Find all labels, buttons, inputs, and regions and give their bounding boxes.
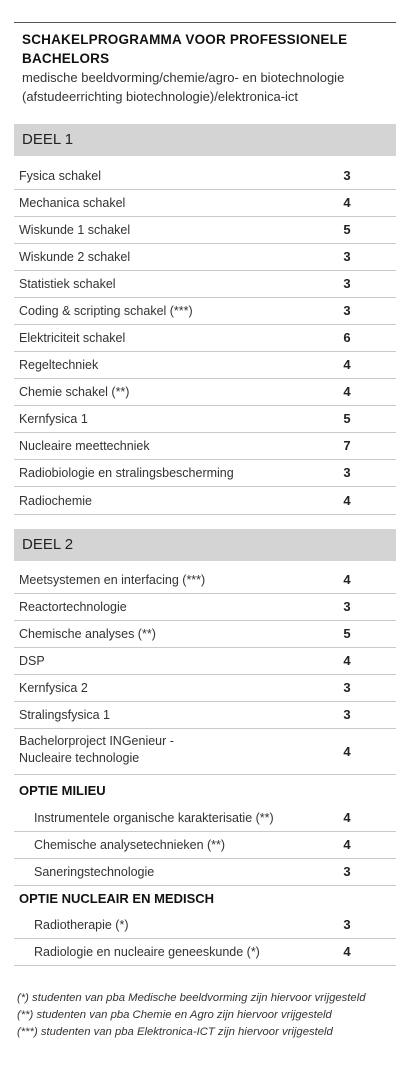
footnotes xyxy=(17,990,402,1041)
course-name: Wiskunde 1 schakel xyxy=(19,223,131,237)
course-row xyxy=(14,702,396,729)
course-credits: 4 xyxy=(343,572,351,587)
course-row xyxy=(14,832,396,859)
section-header-deel-1: DEEL 1 xyxy=(14,124,396,156)
course-name-line-1: Bachelorproject INGenieur - xyxy=(19,734,174,748)
course-row xyxy=(14,939,396,966)
course-name: Radiotherapie (*) xyxy=(34,918,129,932)
course-row xyxy=(14,190,396,217)
course-credits: 3 xyxy=(343,707,351,722)
footnote-1: (*) studenten van pba Medische beeldvorming zijn hiervoor vrijgesteld xyxy=(17,992,366,1004)
course-credits: 3 xyxy=(343,680,351,695)
course-name: Fysica schakel xyxy=(19,169,101,183)
course-row xyxy=(14,217,396,244)
course-name: Statistiek schakel xyxy=(19,277,116,291)
top-divider xyxy=(14,22,396,23)
course-name: Chemische analysetechnieken (**) xyxy=(34,838,226,852)
course-credits: 3 xyxy=(343,917,351,932)
course-credits: 4 xyxy=(343,744,351,759)
course-name: Wiskunde 2 schakel xyxy=(19,250,131,264)
course-credits: 3 xyxy=(343,465,351,480)
course-name: Reactortechnologie xyxy=(19,600,127,614)
course-name: Nucleaire meettechniek xyxy=(19,439,150,453)
course-credits: 4 xyxy=(343,944,351,959)
course-row xyxy=(14,271,396,298)
course-name: Kernfysica 2 xyxy=(19,681,88,695)
title-line-2: BACHELORS xyxy=(22,51,110,66)
course-credits: 3 xyxy=(343,599,351,614)
course-name: DSP xyxy=(19,654,45,668)
course-row xyxy=(14,433,396,460)
section-header-deel-2: DEEL 2 xyxy=(14,529,396,561)
course-name: Meetsystemen en interfacing (***) xyxy=(19,573,206,587)
course-credits: 3 xyxy=(343,249,351,264)
course-name xyxy=(19,733,174,767)
course-credits: 3 xyxy=(343,864,351,879)
course-name: Kernfysica 1 xyxy=(19,412,88,426)
course-row xyxy=(14,244,396,271)
course-row-bachelorproject xyxy=(14,729,396,775)
option-heading-milieu: OPTIE MILIEU xyxy=(19,783,106,798)
course-row xyxy=(14,621,396,648)
course-credits: 4 xyxy=(343,837,351,852)
course-row xyxy=(14,912,396,939)
course-name: Stralingsfysica 1 xyxy=(19,708,111,722)
course-row xyxy=(14,859,396,886)
course-credits: 4 xyxy=(343,810,351,825)
course-name: Radiologie en nucleaire geneeskunde (*) xyxy=(34,945,260,959)
course-credits: 5 xyxy=(343,626,351,641)
course-row xyxy=(14,567,396,594)
course-row xyxy=(14,594,396,621)
course-name: Saneringstechnologie xyxy=(34,865,155,879)
course-name: Instrumentele organische karakterisatie (**) xyxy=(34,811,274,825)
footnote-2: (**) studenten van pba Chemie en Agro zijn hiervoor vrijgesteld xyxy=(17,1009,332,1021)
course-row xyxy=(14,648,396,675)
course-credits: 3 xyxy=(343,303,351,318)
course-row xyxy=(14,406,396,433)
course-credits: 4 xyxy=(343,493,351,508)
course-name: Chemie schakel (**) xyxy=(19,385,130,399)
option-heading-nucleair: OPTIE NUCLEAIR EN MEDISCH xyxy=(19,891,215,906)
course-name: Elektriciteit schakel xyxy=(19,331,126,345)
course-credits: 4 xyxy=(343,357,351,372)
course-name: Coding & scripting schakel (***) xyxy=(19,304,193,318)
course-credits: 7 xyxy=(343,438,351,453)
course-name: Radiochemie xyxy=(19,494,92,508)
course-credits: 4 xyxy=(343,384,351,399)
course-row xyxy=(14,163,396,190)
course-name: Regeltechniek xyxy=(19,358,99,372)
course-name: Mechanica schakel xyxy=(19,196,126,210)
course-credits: 4 xyxy=(343,195,351,210)
course-row xyxy=(14,488,396,515)
course-row xyxy=(14,460,396,487)
course-row xyxy=(14,352,396,379)
course-credits: 4 xyxy=(343,653,351,668)
course-name: Radiobiologie en stralingsbescherming xyxy=(19,466,234,480)
course-credits: 6 xyxy=(343,330,351,345)
footnote-3: (***) studenten van pba Elektronica-ICT zijn hiervoor vrijgesteld xyxy=(17,1026,333,1038)
title-line-1: SCHAKELPROGRAMMA VOOR PROFESSIONELE xyxy=(22,32,348,47)
header xyxy=(22,30,392,106)
course-row xyxy=(14,675,396,702)
course-name: Chemische analyses (**) xyxy=(19,627,156,641)
course-row xyxy=(14,298,396,325)
course-credits: 3 xyxy=(343,168,351,183)
subtitle-line-2: (afstudeerrichting biotechnologie)/elektronica-ict xyxy=(22,89,299,104)
course-row xyxy=(14,379,396,406)
course-credits: 3 xyxy=(343,276,351,291)
course-row xyxy=(14,805,396,832)
course-credits: 5 xyxy=(343,411,351,426)
course-name-line-2: Nucleaire technologie xyxy=(19,751,140,765)
course-credits: 5 xyxy=(343,222,351,237)
course-row xyxy=(14,325,396,352)
subtitle-line-1: medische beeldvorming/chemie/agro- en biotechnologie xyxy=(22,70,345,85)
